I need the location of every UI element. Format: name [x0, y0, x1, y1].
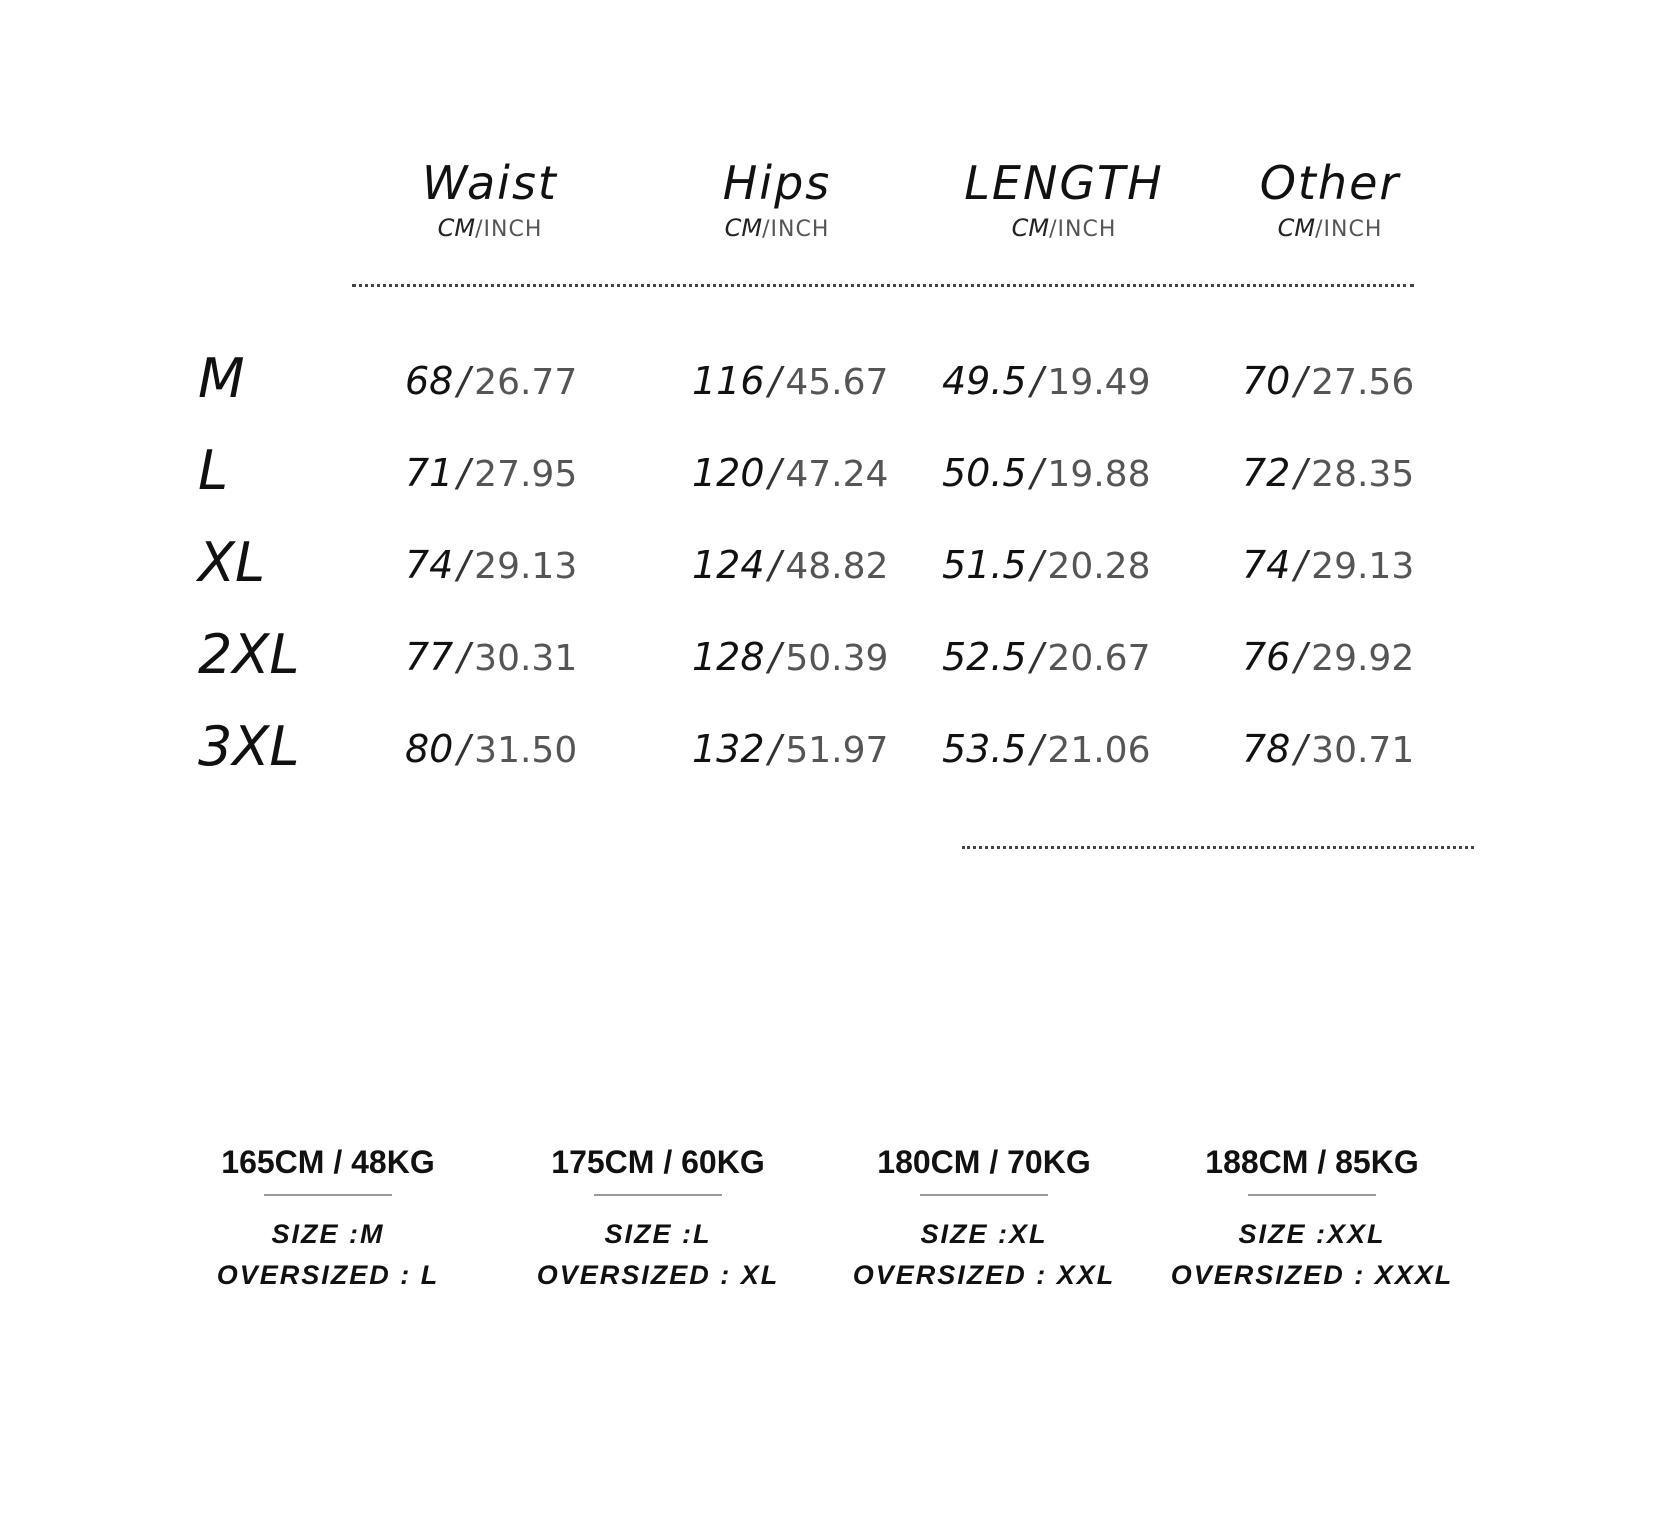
other-cell: 72 / 28.35 [1242, 451, 1415, 495]
table-row [0, 531, 1662, 616]
model-fit-card [178, 1146, 478, 1295]
table-end-divider [962, 846, 1474, 849]
model-divider [594, 1194, 722, 1196]
model-fit-card [508, 1146, 808, 1295]
size-label: 3XL [198, 715, 300, 778]
other-cell: 76 / 29.92 [1242, 635, 1415, 679]
column-header-length [934, 156, 1194, 242]
length-cell: 49.5 / 19.49 [942, 359, 1151, 403]
size-label: M [198, 347, 245, 410]
model-size: SIZE :XXL [1238, 1219, 1386, 1249]
model-divider [1248, 1194, 1376, 1196]
model-fit-card [834, 1146, 1134, 1295]
table-row [0, 715, 1662, 800]
length-cell: 52.5 / 20.67 [942, 635, 1151, 679]
column-unit: CM/INCH [724, 214, 830, 242]
column-unit: CM/INCH [1011, 214, 1117, 242]
size-label: XL [198, 531, 266, 594]
other-cell: 78 / 30.71 [1242, 727, 1415, 771]
model-fit-card [1162, 1146, 1462, 1295]
length-cell: 50.5 / 19.88 [942, 451, 1151, 495]
other-cell: 74 / 29.13 [1242, 543, 1415, 587]
model-oversized-size: OVERSIZED : XL [536, 1259, 780, 1290]
waist-cell: 80 / 31.50 [405, 727, 578, 771]
waist-cell: 68 / 26.77 [405, 359, 578, 403]
model-height-weight: 180CM / 70KG [877, 1144, 1091, 1180]
column-header-other [1200, 156, 1460, 242]
length-cell: 53.5 / 21.06 [942, 727, 1151, 771]
hips-cell: 132 / 51.97 [692, 727, 889, 771]
size-label: 2XL [198, 623, 300, 686]
column-unit: CM/INCH [1277, 214, 1383, 242]
model-size: SIZE :XL [920, 1219, 1048, 1249]
hips-cell: 120 / 47.24 [692, 451, 889, 495]
column-title: Hips [722, 156, 832, 210]
model-height-weight: 188CM / 85KG [1205, 1144, 1419, 1180]
model-oversized-size: OVERSIZED : XXL [852, 1259, 1116, 1290]
waist-cell: 77 / 30.31 [405, 635, 578, 679]
model-size: SIZE :M [271, 1219, 385, 1249]
model-height-weight: 165CM / 48KG [221, 1144, 435, 1180]
column-title: Other [1259, 156, 1401, 210]
table-row [0, 623, 1662, 708]
hips-cell: 116 / 45.67 [692, 359, 889, 403]
size-label: L [198, 439, 229, 502]
other-cell: 70 / 27.56 [1242, 359, 1415, 403]
column-title: LENGTH [964, 156, 1164, 210]
hips-cell: 128 / 50.39 [692, 635, 889, 679]
waist-cell: 74 / 29.13 [405, 543, 578, 587]
waist-cell: 71 / 27.95 [405, 451, 578, 495]
length-cell: 51.5 / 20.28 [942, 543, 1151, 587]
model-height-weight: 175CM / 60KG [551, 1144, 765, 1180]
column-header-hips [647, 156, 907, 242]
model-divider [264, 1194, 392, 1196]
column-unit: CM/INCH [437, 214, 543, 242]
model-oversized-size: OVERSIZED : L [216, 1259, 440, 1290]
hips-cell: 124 / 48.82 [692, 543, 889, 587]
model-oversized-size: OVERSIZED : XXXL [1170, 1259, 1454, 1290]
table-row [0, 347, 1662, 432]
model-divider [920, 1194, 1048, 1196]
header-divider [352, 284, 1414, 287]
column-header-waist [360, 156, 620, 242]
column-title: Waist [422, 156, 558, 210]
model-size: SIZE :L [604, 1219, 712, 1249]
table-row [0, 439, 1662, 524]
